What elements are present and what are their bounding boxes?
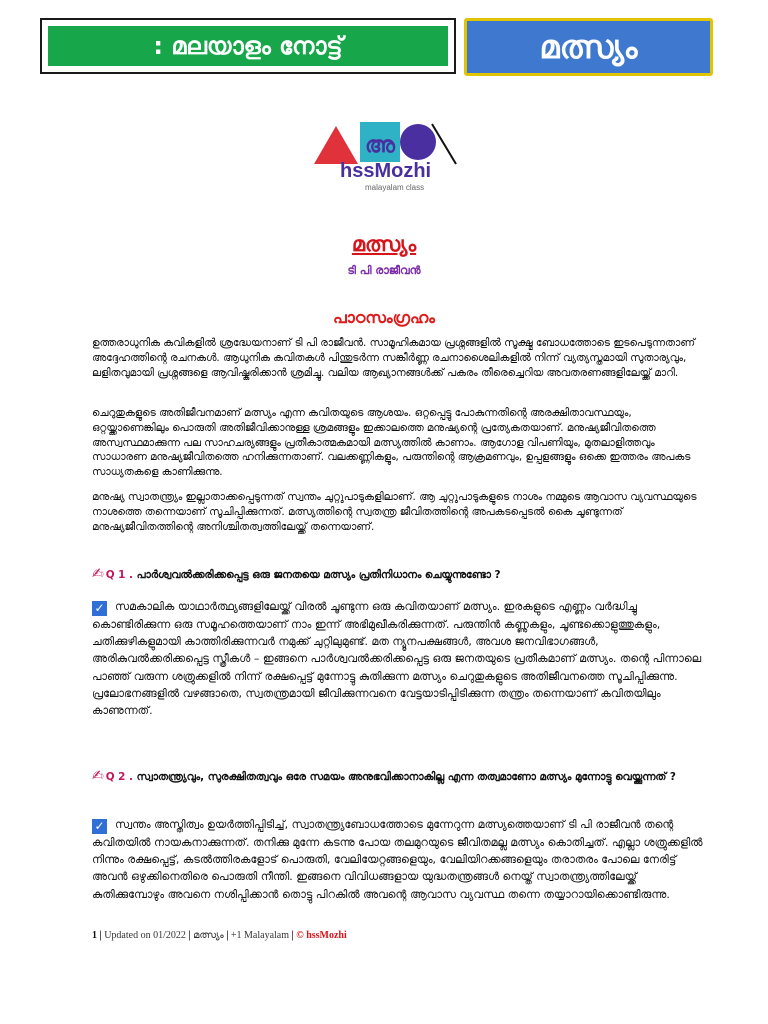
logo-brand: hssMozhi <box>340 160 432 182</box>
question-icon: ✍ <box>92 566 104 582</box>
footer-lesson: മത്സ്യം <box>193 930 224 941</box>
circle-shape <box>400 124 436 160</box>
question-1-number: Q 1 . <box>105 569 133 581</box>
lesson-title: മത്സ്യം <box>351 232 417 256</box>
question-2 <box>92 768 704 785</box>
section-title: പാഠസംഗ്രഹം <box>332 308 436 327</box>
page-footer: 1 | Updated on 01/2022 | മത്സ്യം | +1 Malayalam | © hssMozhi <box>92 930 347 941</box>
question-1-text: പാർശ്വവൽക്കരിക്കപ്പെട്ട ഒരു ജനതയെ മത്സ്യം പ്രതിനിധാനം ചെയ്യുന്നുണ്ടോ ? <box>136 569 501 581</box>
question-2-text: സ്വാതന്ത്ര്യവും, സുരക്ഷിതത്വവും ഒരേ സമയം അനുഭവിക്കാനാകില്ല എന്ന തത്വമാണോ മത്സ്യം മുന്നോട്ടു വെയ്ക്കുന്നത് ? <box>136 771 676 783</box>
summary-paragraph-2: ചെറുതുകളുടെ അതിജീവനമാണ് മത്സ്യം എന്ന കവിതയുടെ ആശയം. ഒറ്റപ്പെട്ടു പോകുന്നതിന്റെ അരക്ഷിതാവസ്ഥയും, ഒറ്റയ്ക്കാണെങ്കിലും പൊരുതി അതിജീവിക്കാനുള്ള ശ്രമങ്ങളും ഇക്കാലത്തെ മനുഷ്യന്റെ പ്രത്യേകതയാണ്. മനുഷ്യജീവിതത്തെ അസ്വസ്ഥമാക്കുന്ന പല സാഹചര്യങ്ങളും പ്രതീകാത്മകമായി മത്സ്യത്തിൽ കാണാം. ആഗോള വിപണിയും, മുതലാളിത്തവും സാധാരണ മനുഷ്യജീവിതത്തെ ഹനിക്കുന്നതാണ്. വലക്കണ്ണികളും, പരുന്തിന്റെ ആക്രമണവും, ഉപ്പളങ്ങളും ഒക്കെ ഇത്തരം അപകട സാധ്യതകളെ കാണിക്കുന്നു. <box>92 407 691 479</box>
checkmark-icon: ✓ <box>92 601 107 616</box>
checkmark-icon: ✓ <box>92 819 107 834</box>
answer-1-text: സമകാലിക യാഥാർത്ഥ്യങ്ങളിലേയ്ക്ക് വിരൽ ചൂണ്ടുന്ന ഒരു കവിതയാണ് മത്സ്യം. ഇരകളുടെ എണ്ണം വർദ്ധിച്ചു കൊണ്ടിരിക്കുന്ന ഒരു സമൂഹത്തെയാണ് നാം ഇന്ന് അഭിമുഖീകരിക്കുന്നത്. പരുന്തിൻ കണ്ണുകളും, ചൂണ്ടക്കൊളുത്തുകളും, ചതിക്കുഴികളുമായി കാത്തിരിക്കുന്നവർ നമുക്ക് ചുറ്റിലുമുണ്ട്. മത ന്യൂനപക്ഷങ്ങൾ, അവശ ജനവിഭാഗങ്ങൾ, അരികുവൽക്കരിക്കപ്പെട്ട സ്ത്രീകൾ – ഇങ്ങനെ പാർശ്വവൽക്കരിക്കപ്പെട്ട ഒരു ജനതയുടെ പ്രതീകമാണ് മത്സ്യം. തന്റെ പിന്നാലെ പാഞ്ഞ് വരുന്ന ശത്രുക്കളിൽ നിന്ന് രക്ഷപ്പെട്ട് മുന്നോട്ടു കുതിക്കുന്ന മത്സ്യം ചെറുതുകളുടെ അതിജീവനത്തെ സൂചിപ്പിക്കുന്നു. പ്രലോഭനങ്ങളിൽ വഴങ്ങാതെ, സ്വതന്ത്രമായി ജീവിക്കുന്നവനെ വേട്ടയാടിപ്പിടിക്കുന്ന തന്ത്രം തന്നെയാണ് കവിതയിലും കാണുന്നത്. <box>92 600 702 718</box>
footer-updated: Updated on 01/2022 <box>104 930 186 941</box>
answer-1 <box>92 598 704 719</box>
lesson-author: ടി പി രാജീവൻ <box>347 264 421 277</box>
footer-copyright: © hssMozhi <box>296 930 347 941</box>
answer-2-text: സ്വന്തം അസ്തിത്വം ഉയർത്തിപ്പിടിച്ച്, സ്വാതന്ത്ര്യബോധത്തോടെ മുന്നേറുന്ന മത്സ്യത്തെയാണ് ടി പി രാജീവൻ തന്റെ കവിതയിൽ നായകനാക്കുന്നത്. തനിക്കു മുന്നേ കടന്നു പോയ തലമുറയുടെ ജീവിതമല്ല മത്സ്യം കൊതിച്ചത്. എല്ലാ ശത്രുക്കളിൽ നിന്നും രക്ഷപ്പെട്ട്, കടൽത്തിരകളോട് പൊരുതി, വേലിയേറ്റങ്ങളെയും, വേലിയിറക്കങ്ങളെയും തരാതരം പോലെ നേരിട്ട് അവൻ ഒഴുക്കിനെതിരെ പൊരുതി നീന്തി. ഇങ്ങനെ വിവിധങ്ങളായ യുദ്ധതന്ത്രങ്ങൾ നെയ്ത് സ്വാതന്ത്ര്യത്തിലേയ്ക്ക് കുതിക്കുമ്പോഴും അവനെ നശിപ്പിക്കാൻ തൊട്ടു പിറകിൽ അവന്റെ ആവാസ വ്യവസ്ഥ തന്നെ തയ്യാറായിക്കൊണ്ടിരുന്നു. <box>92 818 703 901</box>
question-icon: ✍ <box>92 768 104 784</box>
question-2-number: Q 2 . <box>105 771 133 783</box>
header-left-label: : മലയാളം നോട്ട് <box>48 26 448 66</box>
header-right-label: മത്സ്യം <box>464 18 713 76</box>
footer-course: +1 Malayalam <box>230 930 290 941</box>
logo-glyph: അ <box>365 133 395 158</box>
triangle-shape <box>314 126 358 164</box>
summary-paragraph-3: മനുഷ്യ സ്വാതന്ത്ര്യം ഇല്ലാതാക്കപ്പെടുന്നത് സ്വന്തം ചുറ്റുപാടുകളിലാണ്. ആ ചുറ്റുപാടുകളുടെ നാശം നമ്മുടെ ആവാസ വ്യവസ്ഥയുടെ നാശത്തെ തന്നെയാണ് സൂചിപ്പിക്കുന്നത്. മത്സ്യത്തിന്റെ സ്വതന്ത്ര ജീവിതത്തിന്റെ അപകടപ്പെടൽ കൈ ചൂണ്ടുന്നത് മനുഷ്യജീവിതത്തിന്റെ അനിശ്ചിതത്വത്തിലേയ്ക്ക് തന്നെയാണ്. <box>92 491 697 533</box>
summary-paragraph-1: ഉത്തരാധുനിക കവികളിൽ ശ്രദ്ധേയനാണ് ടി പി രാജീവൻ. സാമൂഹികമായ പ്രശ്നങ്ങളിൽ സൂക്ഷ്മ ബോധത്തോടെ ഇടപെടുന്നതാണ് അദ്ദേഹത്തിന്റെ രചനകൾ. ആധുനിക കവിതകൾ പിന്തുടർന്ന സങ്കീർണ്ണ രചനാശൈലികളിൽ നിന്ന് വ്യത്യസ്തമായി സുതാര്യവും, ലളിതവുമായി പ്രശ്നങ്ങളെ ആവിഷ്കരിക്കാൻ ശ്രമിച്ചു. വലിയ ആഖ്യാനങ്ങൾക്ക് പകരം തീരെച്ചെറിയ അവതരണങ്ങളിലേയ്ക്ക് മാറി. <box>92 337 695 379</box>
header-left-box <box>40 18 456 74</box>
answer-2 <box>92 816 704 903</box>
question-1 <box>92 566 704 583</box>
logo-tagline: malayalam class <box>365 183 425 192</box>
footer-page-number: 1 <box>92 930 97 941</box>
